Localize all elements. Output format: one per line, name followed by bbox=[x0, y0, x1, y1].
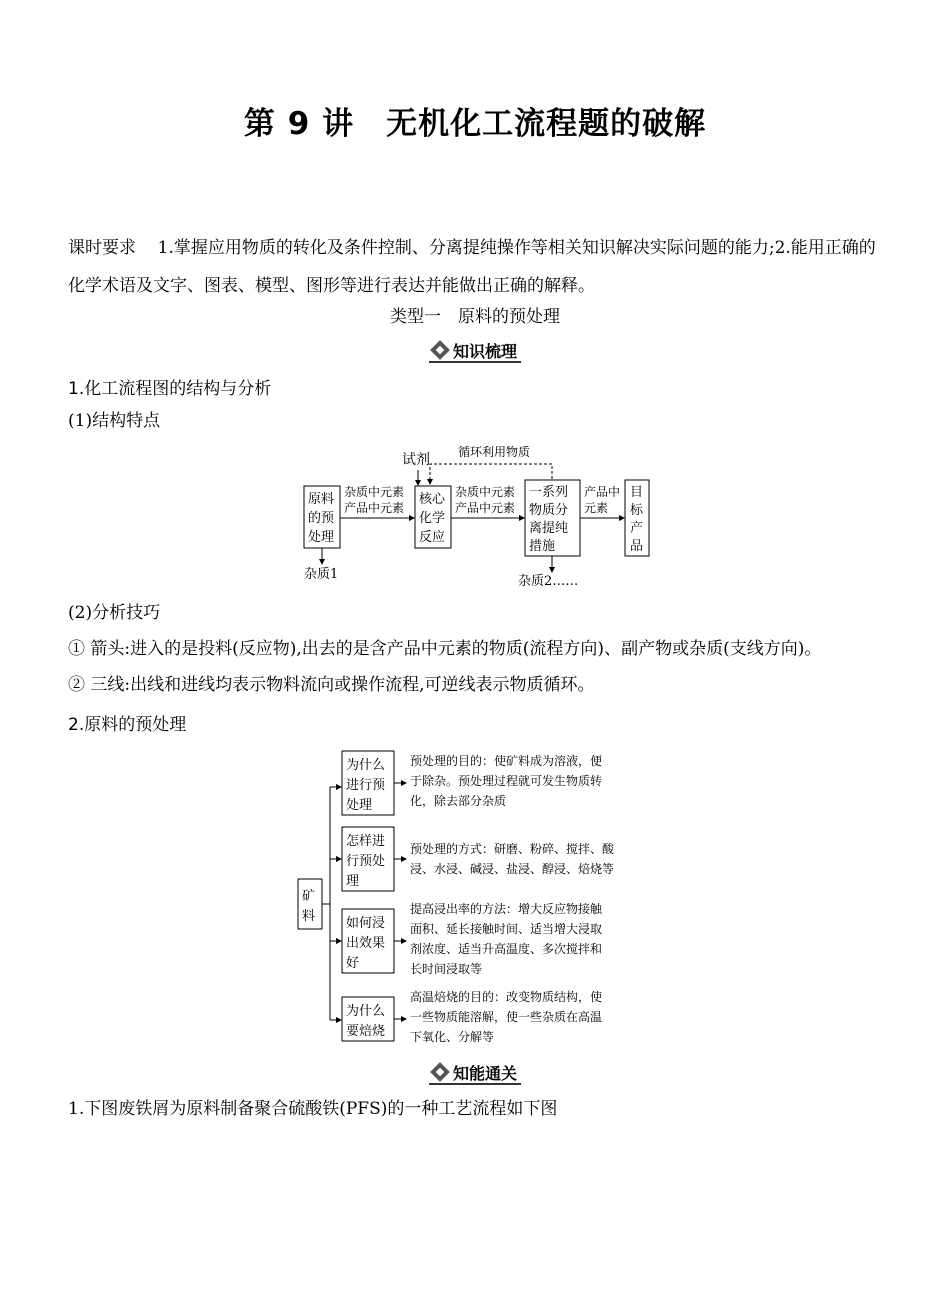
tree-root-line2: 料 bbox=[302, 909, 316, 924]
arrow1-line1: 杂质中元素 bbox=[344, 485, 405, 499]
diamond-icon bbox=[430, 340, 450, 360]
b3-q2: 出效果 bbox=[346, 936, 386, 951]
flow-impurity2: 杂质2…… bbox=[518, 574, 579, 589]
box1-line2: 的预 bbox=[308, 511, 335, 526]
arrow3-line2: 元素 bbox=[584, 501, 609, 515]
flow-recycle: 循环利用物质 bbox=[458, 445, 531, 459]
box1-line1: 原料 bbox=[308, 492, 335, 507]
b3-a2: 面积、延长接触时间、适当增大浸取 bbox=[410, 922, 603, 936]
box3-line1: 一系列 bbox=[529, 485, 569, 500]
page-title: 第 9 讲 无机化工流程题的破解 bbox=[243, 106, 707, 142]
b3-a1: 提高浸出率的方法：增大反应物接触 bbox=[410, 902, 603, 916]
course-requirements bbox=[68, 229, 888, 305]
arrow1-line2: 产品中元素 bbox=[344, 501, 405, 515]
box4-line3: 产 bbox=[630, 521, 644, 536]
b1-q1: 为什么 bbox=[346, 758, 386, 773]
pretreatment-tree bbox=[296, 745, 661, 1050]
box2-line2: 化学 bbox=[419, 511, 446, 526]
b4-q1: 为什么 bbox=[346, 1004, 386, 1019]
box4-line2: 标 bbox=[630, 503, 644, 518]
box4-line4: 品 bbox=[630, 539, 644, 554]
tree-root-line1: 矿 bbox=[302, 889, 316, 904]
badge-knowledge-label: 知识梳理 bbox=[452, 341, 517, 361]
box2-line1: 核心 bbox=[419, 492, 446, 507]
requirements-text: 1.掌握应用物质的转化及条件控制、分离提纯操作等相关知识解决实际问题的能力;2.能用正确的化学术语及文字、图表、模型、图形等进行表达并能做出正确的解释。 bbox=[68, 238, 876, 296]
b3-a4: 长时间浸取等 bbox=[410, 962, 483, 976]
flow-reagent: 试剂 bbox=[402, 452, 430, 468]
b1-a1: 预处理的目的：使矿料成为溶液，便 bbox=[410, 754, 603, 768]
flow-impurity1: 杂质1 bbox=[304, 567, 339, 582]
b2-q3: 理 bbox=[346, 874, 360, 889]
box3-line4: 措施 bbox=[529, 539, 556, 554]
diamond-icon bbox=[430, 1062, 450, 1082]
box2-line3: 反应 bbox=[419, 530, 446, 545]
b3-a3: 剂浓度、适当升高温度、多次搅拌和 bbox=[410, 942, 603, 956]
type-heading: 类型一 原料的预处理 bbox=[390, 307, 560, 327]
arrow3-line1: 产品中 bbox=[584, 485, 621, 499]
arrow2-line1: 杂质中元素 bbox=[455, 485, 516, 499]
tip-three-lines: ② 三线:出线和进线均表示物料流向或操作流程,可逆线表示物质循环。 bbox=[68, 675, 595, 695]
box1-line3: 处理 bbox=[308, 530, 335, 545]
flow-diagram bbox=[290, 440, 670, 595]
b2-a2: 浸、水浸、碱浸、盐浸、醇浸、焙烧等 bbox=[410, 862, 615, 876]
box4-line1: 目 bbox=[630, 485, 644, 500]
b1-a2: 于除杂。预处理过程就可发生物质转 bbox=[410, 774, 603, 788]
b2-q1: 怎样进 bbox=[346, 834, 386, 849]
b4-a3: 下氧化、分解等 bbox=[410, 1030, 495, 1044]
b3-q1: 如何浸 bbox=[346, 916, 386, 931]
b1-q3: 处理 bbox=[346, 798, 373, 813]
b4-a1: 高温焙烧的目的：改变物质结构，使 bbox=[410, 990, 603, 1004]
badge-practice-label: 知能通关 bbox=[452, 1063, 517, 1083]
requirements-label: 课时要求 bbox=[68, 238, 136, 258]
box3-line3: 离提纯 bbox=[529, 521, 569, 536]
arrow2-line2: 产品中元素 bbox=[455, 501, 516, 515]
b2-a1: 预处理的方式：研磨、粉碎、搅拌、酸 bbox=[410, 842, 615, 856]
section1-title: 1.化工流程图的结构与分析 bbox=[68, 379, 272, 399]
b1-q2: 进行预 bbox=[346, 778, 386, 793]
section2-title: 2.原料的预处理 bbox=[68, 715, 187, 735]
b2-q2: 行预处 bbox=[346, 854, 386, 869]
b4-a2: 一些物质能溶解，使一些杂质在高温 bbox=[410, 1010, 603, 1024]
b1-a3: 化，除去部分杂质 bbox=[410, 794, 507, 808]
sub1-title: (1)结构特点 bbox=[68, 411, 161, 431]
badge-knowledge bbox=[0, 339, 950, 363]
box3-line2: 物质分 bbox=[529, 503, 569, 518]
b3-q3: 好 bbox=[346, 956, 360, 971]
badge-practice bbox=[0, 1061, 950, 1085]
question-1: 1.下图废铁屑为原料制备聚合硫酸铁(PFS)的一种工艺流程如下图 bbox=[68, 1099, 558, 1119]
tip-arrows: ① 箭头:进入的是投料(反应物),出去的是含产品中元素的物质(流程方向)、副产物或杂质(支线方向)。 bbox=[68, 639, 822, 659]
b4-q2: 要焙烧 bbox=[346, 1024, 386, 1039]
sub2-title: (2)分析技巧 bbox=[68, 603, 161, 623]
